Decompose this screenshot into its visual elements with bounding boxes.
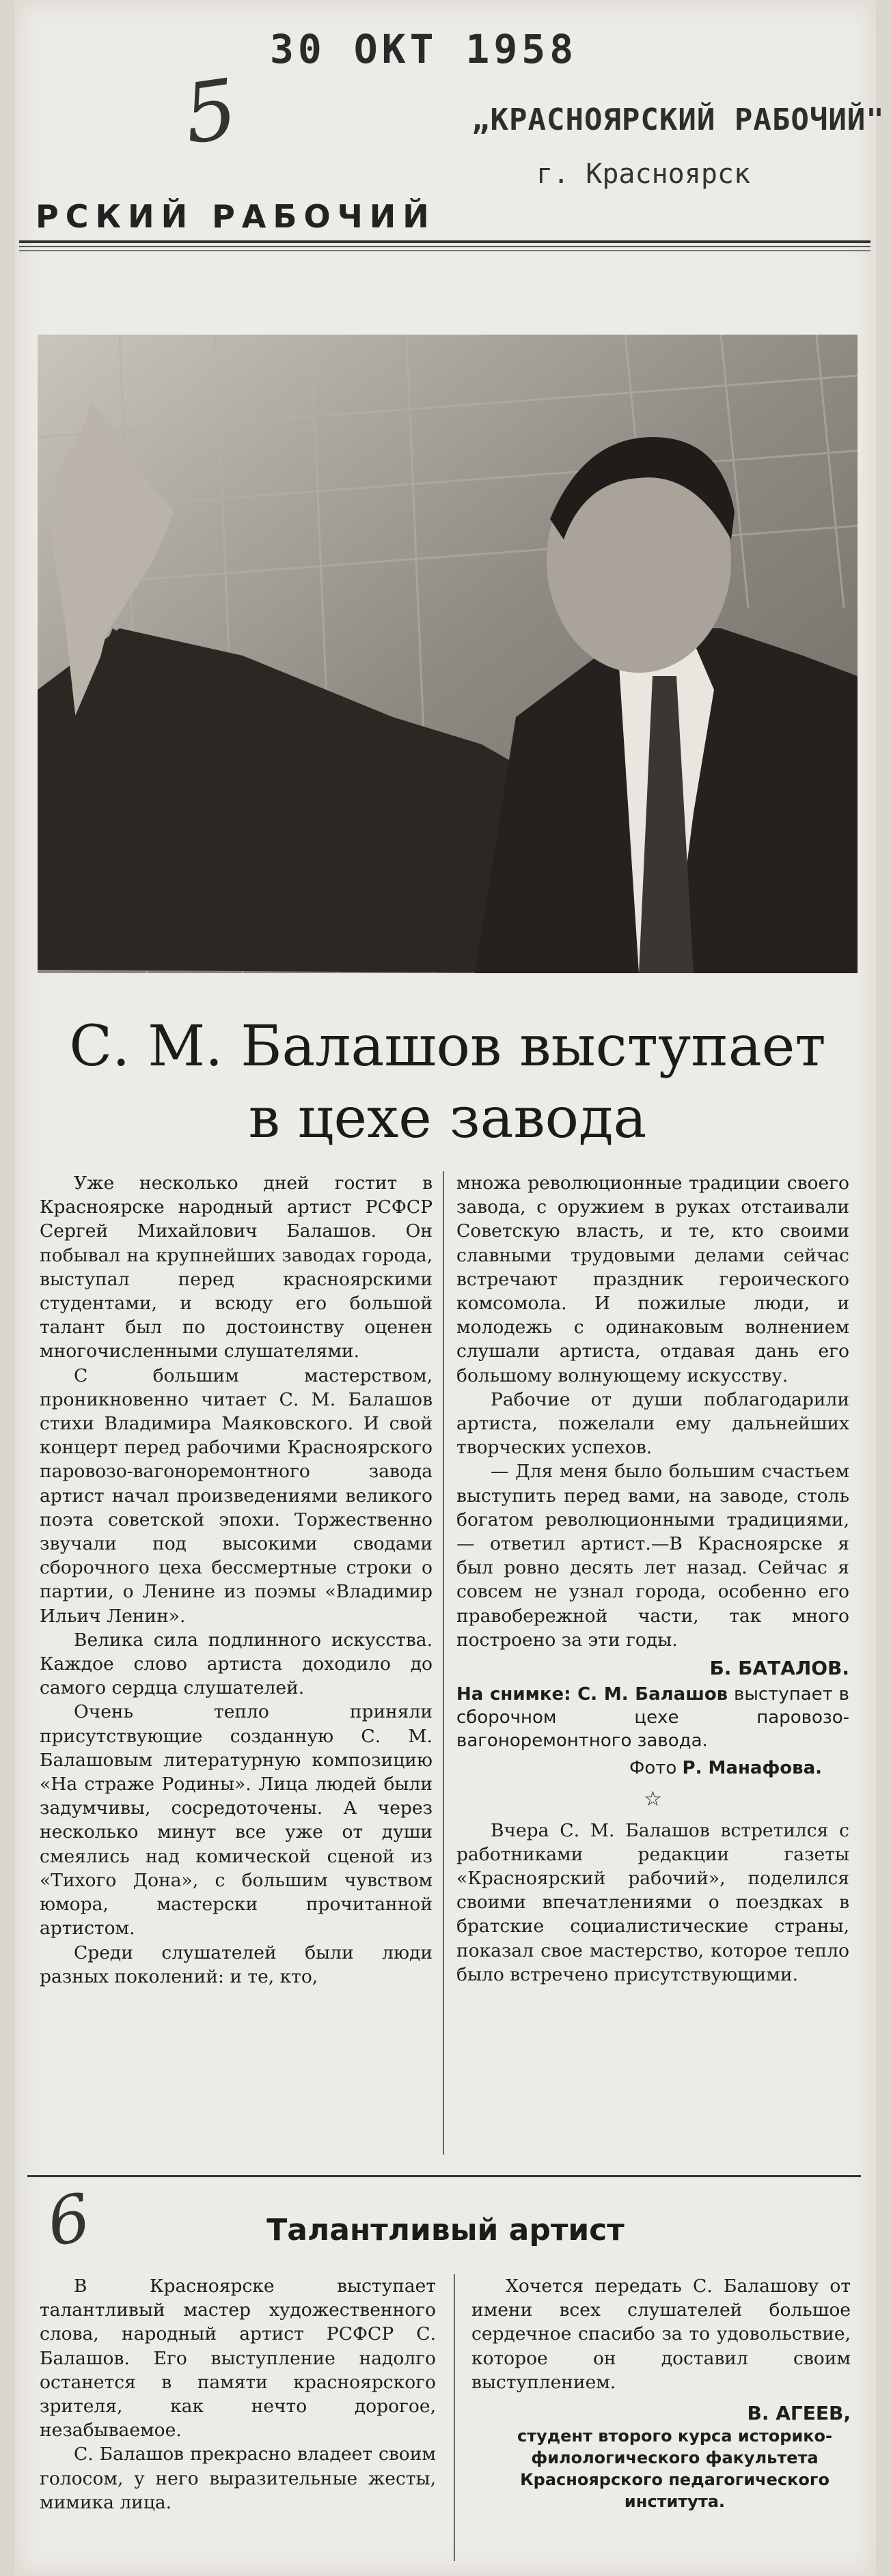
paragraph: — Для меня было большим счастьем выступить перед вами, на заводе, столь богатом революционными традициями, — ответил артист.—В Красноярске я был ровно десять лет назад. Сейчас я совсем не узнал города, особенно его правобережной части, так много построено за эти годы. (456, 1461, 849, 1651)
author-signature: В. АГЕЕВ, (747, 2402, 851, 2425)
section-divider (27, 2175, 861, 2177)
author-description: студент второго курса историко-филологического факультета Красноярского педагогического института. (517, 2426, 832, 2512)
masthead-rule (19, 240, 871, 243)
article-photo (38, 335, 858, 973)
handwritten-number: 5 (178, 61, 243, 163)
paragraph: С. Балашов прекрасно владеет своим голосом, у него выразительные жесты, мимика лица. (40, 2444, 436, 2513)
photo-illustration (38, 335, 858, 973)
second-article-column-1 (40, 2274, 436, 2515)
masthead-rule (19, 250, 871, 251)
masthead: РСКИЙ РАБОЧИЙ (36, 198, 436, 235)
paragraph: С большим мастерством, проникновенно читает С. М. Балашов стихи Владимира Маяковского. И свой концерт перед рабочими Красноярского паровозо-вагоноремонтного завода артист начал произведениями великого поэта советской эпохи. Торжественно звучали под высокими сводами сборочного цеха бессмертные строки о партии, о Ленине из поэмы «Владимир Ильич Ленин». (40, 1364, 433, 1627)
star-separator-icon: ☆ (644, 1787, 662, 1812)
paragraph: Очень тепло приняли присутствующие созданную С. М. Балашовым литературную композицию «На страже Родины». Лица людей были задумчивы, сосредоточены. А через несколько минут все уже от души смеялись над комической сценой из «Тихого Дона», с большим чувством юмора, мастерски прочитанной артистом. (40, 1701, 433, 1940)
city-stamp: г. Красноярск (536, 158, 751, 190)
date-stamp: 30 ОКТ 1958 (270, 26, 578, 72)
author-signature: Б. БАТАЛОВ. (709, 1657, 849, 1680)
paragraph: В Красноярске выступает талантливый мастер художественного слова, народный артист РСФСР С. Балашов. Его выступление надолго останется в памяти красноярского зрителя, как нечто дорогое, незабываемое. (40, 2276, 436, 2441)
headline-line: С. М. Балашов выступает (69, 1014, 826, 1079)
second-article-headline: Талантливый артист (266, 2213, 625, 2248)
photo-credit-name: Р. Манафова. (682, 1758, 822, 1779)
caption-lead: На снимке: С. М. Балашов (456, 1684, 728, 1705)
photo-credit-label: Фото (629, 1758, 683, 1779)
article-column-1 (40, 1171, 433, 1989)
paper-name-stamp: „КРАСНОЯРСКИЙ РАБОЧИЙ" (471, 102, 885, 137)
masthead-rule (19, 246, 871, 247)
paragraph: Хочется передать С. Балашову от имени всех слушателей большое сердечное спасибо за то удовольствие, которое он доставил своим выступлением. (471, 2276, 851, 2393)
photo-credit (456, 1756, 849, 1780)
paragraph: Рабочие от души поблагодарили артиста, пожелали ему дальнейших творческих успехов. (456, 1388, 849, 1459)
paragraph: Вчера С. М. Балашов встретился с работниками редакции газеты «Красноярский рабочий», поделился своими впечатлениями о поездках в братские социалистические страны, показал свое мастерство, которое тепло было встречено присутствующими. (456, 1819, 849, 1985)
paragraph: Уже несколько дней гостит в Красноярске народный артист РСФСР Сергей Михайлович Балашов. Он побывал на крупнейших заводах города, выступал перед красноярскими студентами, и всюду его большой талант был по достоинству оценен многочисленными слушателями. (40, 1173, 433, 1362)
column-divider (454, 2274, 455, 2561)
handwritten-mark: 6 (41, 2179, 96, 2262)
column-divider (443, 1171, 444, 2155)
headline-line: в цехе завода (248, 1086, 647, 1151)
paragraph: множа революционные традиции своего завода, с оружием в руках отстаивали Советскую власть, и те, кто своими славными трудовыми делами сейчас встречают праздник героического комсомола. И пожилые люди, и молодежь с одинаковым волнением слушали артиста, отдавая дань его большому волнующему искусству. (456, 1173, 849, 1386)
caption-text: выступает в сборочном цехе паровозо-вагоноремонтного завода. (456, 1684, 850, 1752)
paragraph: Велика сила подлинного искусства. Каждое слово артиста доходило до самого сердца слушателей. (40, 1629, 433, 1699)
article-headline (41, 1011, 854, 1154)
photo-caption (456, 1683, 849, 1752)
paragraph: Среди слушателей были люди разных поколений: и те, кто, (40, 1942, 433, 1987)
article-column-2 (456, 1171, 849, 1987)
second-article-column-2 (471, 2274, 851, 2512)
